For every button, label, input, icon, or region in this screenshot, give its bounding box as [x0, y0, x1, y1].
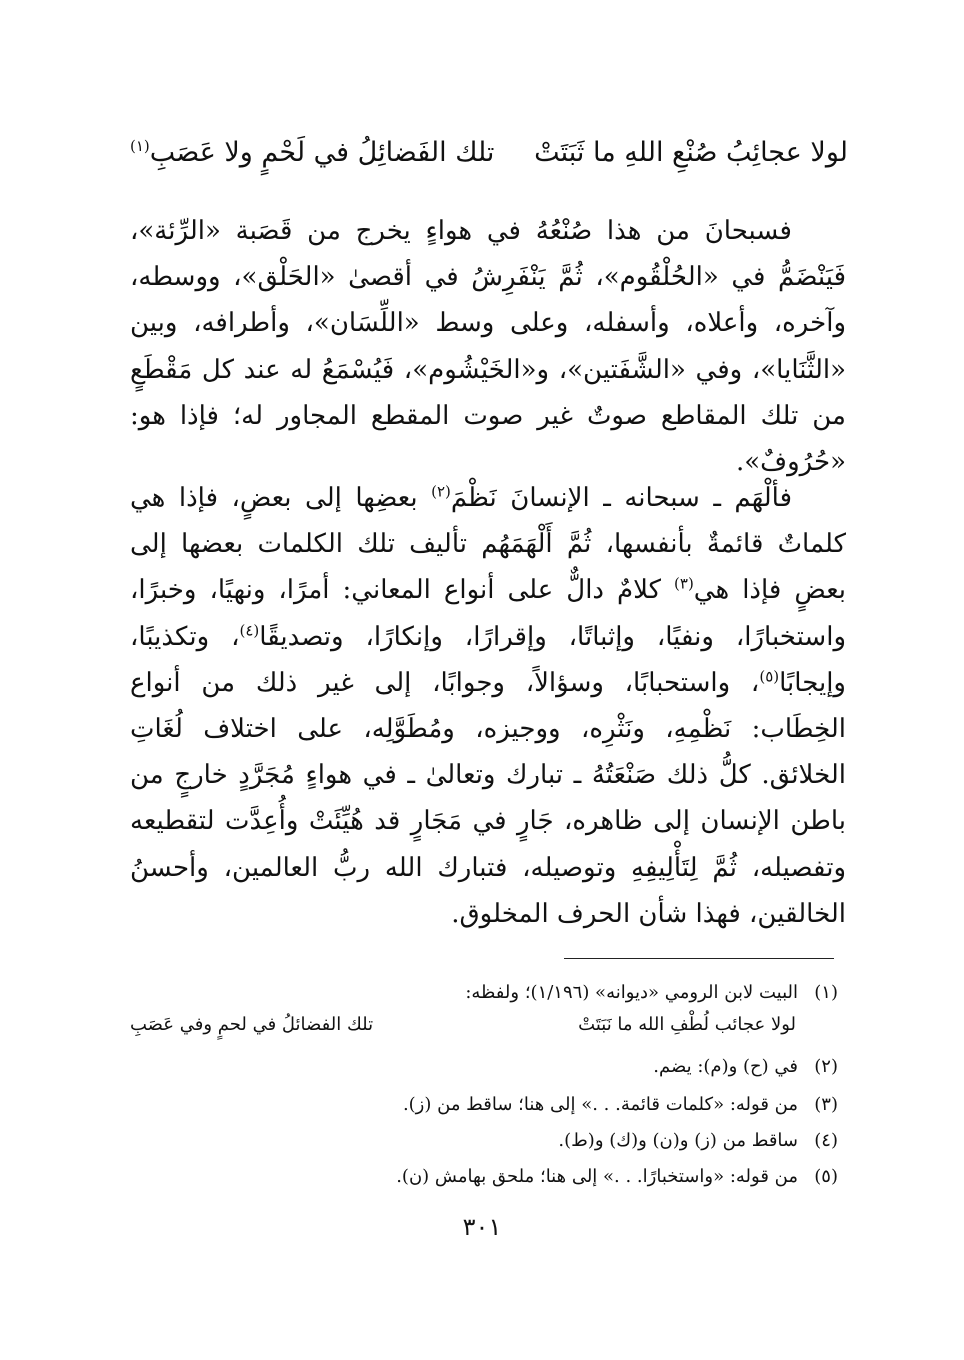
footnote-1-text: البيت لابن الرومي «ديوانه» (١/١٩٦)؛ ولفظه:: [465, 982, 798, 1003]
verse-first-text: لولا عجائِبُ صُنْعِ اللهِ ما ثَبَتَتْ: [534, 137, 848, 168]
footnote-ref-4: (٤): [239, 620, 260, 639]
footnote-5-text: من قوله: «واستخبارًا. . .» إلى هنا؛ ملحق بهامش (ن).: [396, 1166, 798, 1187]
footnote-2: [130, 1052, 838, 1082]
footnote-5: [130, 1162, 838, 1192]
verse-second-text: تلك الفَضائِلُ في لَحْمٍ ولا عَصَبِ: [149, 137, 495, 168]
paragraph-2-text-c: كلامٌ دالٌّ على أنواع المعاني: أمرًا، ونهيًا، وخبرًا، واستخبارًا، ونفيًا، وإثباتًا، وإقرارًا، وإنكارًا، وتصديقًا: [130, 575, 846, 652]
footnote-3: [130, 1090, 838, 1120]
footnote-4-text: ساقط من (ز) و(ن) و(ك) و(ط).: [558, 1130, 798, 1151]
footnote-ref-5: (٥): [759, 667, 780, 686]
paragraph-2-text-d: ، وتكذيبًا، وإيجابًا: [130, 621, 846, 698]
paragraph-2-text-e: ، واستحبابًا، وسؤالاً، وجوابًا، إلى غير ذلك من أنواع الخِطَاب: نَظْمِهِ، ونَثْرِه، ووجيزه، ومُطَوَّلِه، على اختلاف لُغَاتِ الخلائق. كلُّ ذلك صَنْعَتُهُ ـ تبارك وتعالىٰ ـ في هواءٍ مُجَرَّدٍ خارجٍ من باطن الإنسان إلى ظاهره، جَارٍ في مَجَارٍ قد هُيِّئَتْ وأُعِدَّت لتقطيعه وتفصيله، ثُمَّ لِتَأْلِيفِهِ وتوصيله، فتبارك الله ربُّ العالمين، وأحسنُ الخالقين، فهذا شأن الحرف المخلوق.: [130, 667, 846, 929]
footnote-1: [130, 978, 838, 1008]
footnote-1-number: (١): [814, 982, 838, 1003]
footnote-1-verse-first: لولا عجائب لُطْفِ الله ما نَبَتَتْ: [578, 1014, 796, 1035]
footnote-4: [130, 1126, 838, 1156]
footnote-ref-2: (٢): [431, 482, 451, 501]
footnote-5-number: (٥): [814, 1166, 838, 1187]
paragraph-1: [130, 208, 846, 485]
footnote-3-number: (٣): [814, 1094, 838, 1115]
page-number: ٣٠١: [462, 1213, 502, 1241]
footnote-3-text: من قوله: «كلمات قائمة. . .» إلى هنا؛ ساقط من (ز).: [402, 1094, 798, 1115]
paragraph-2: [130, 475, 846, 937]
paragraph-2-text-b: بعضِها إلى بعضٍ، فإذا هي كلماتٌ قائمةٌ بأنفسها، ثُمَّ أَلْهَمَهُم تأليف تلك الكلمات بعضها إلى بعضٍ فإذا هي: [130, 483, 846, 606]
verse-first-hemistich: [534, 128, 848, 178]
paragraph-1-text: فسبحانَ من هذا صُنْعُهُ في هواءٍ يخرج من قَصَبة «الرِّئة»، فَيَنْضَمُّ في «الحُلْقُوم»، ثُمَّ يَنْفَرِشُ في أقصىٰ «الحَلْق»، ووسطه، وآخره، وأعلاه، وأسفله، وعلى وسط «اللِّسَان»، وأطرافه، وبين «الثَّنَايا»، وفي «الشَّفَتين»، و«الخَيْشُوم»، فَيُسْمَعُ له عند كل مَقْطَعٍ من تلك المقاطع صوتٌ غير صوت المقطع المجاور له؛ فإذا هو: «حُرُوفٌ».: [130, 216, 846, 478]
footnote-2-number: (٢): [814, 1056, 838, 1077]
footnote-ref-1: (١): [130, 137, 150, 155]
footnote-separator: [564, 958, 834, 959]
footnote-4-number: (٤): [814, 1130, 838, 1151]
footnote-2-text: في (ح) و(م): يضم.: [653, 1056, 798, 1077]
footnote-1-verse-second: تلك الفضائلُ في لحمٍ وفي عَصَبِ: [130, 1014, 374, 1035]
paragraph-2-text-a: فألْهَم ـ سبحانه ـ الإنسانَ نَظْمَ: [450, 483, 792, 513]
poem-verse: [130, 128, 848, 178]
footnote-ref-3: (٣): [674, 574, 694, 593]
verse-second-hemistich: [130, 128, 494, 178]
